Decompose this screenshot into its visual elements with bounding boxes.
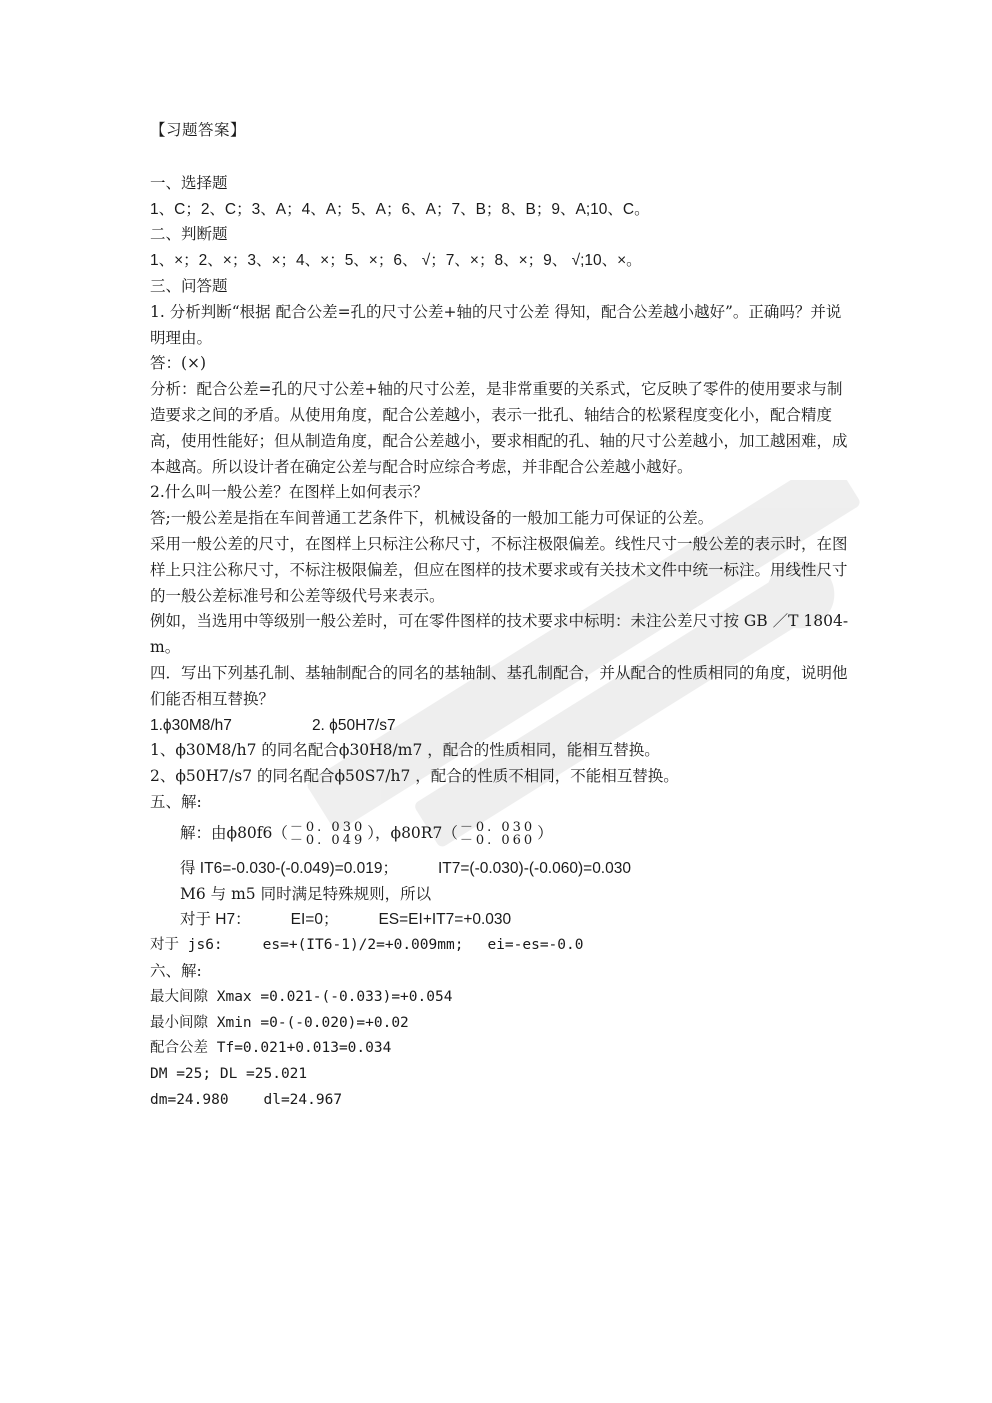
js6-label: 对于 js6: — [150, 937, 223, 954]
tolerance-expression — [150, 816, 850, 852]
answer-2-line-2: 采用一般公差的尺寸，在图样上只标注公称尺寸，不标注极限偏差。线性尺寸一般公差的表示时，在图样上只注公称尺寸，不标注极限偏差，但应在图样的技术要求或有关技术文件中统一标注。用线性尺寸的一般公差标准号和公差等级代号来表示。 — [150, 534, 848, 605]
dm-dl-line: DM =25; DL =25.021 — [150, 1066, 308, 1083]
h7-ei: EI=0； — [290, 911, 339, 929]
answer-1: 答：(×) — [150, 354, 207, 373]
f6-deviation — [290, 821, 365, 847]
xmax-line: 最大间隙 Xmax =0.021-(-0.033)=+0.054 — [150, 988, 453, 1005]
r7-upper: －0. 030 — [459, 819, 536, 835]
js6-ei: ei=-es=-0.0 — [487, 937, 584, 954]
fit-item-1: 1.ϕ30M8/h7 — [150, 716, 232, 734]
answer-2-line-1: 答;一般公差是指在车间普通工艺条件下，机械设备的一般加工能力可保证的公差。 — [150, 509, 714, 528]
js6-line — [150, 933, 850, 959]
section-choice-heading: 一、选择题 — [150, 173, 228, 192]
h7-es: ES=EI+IT7=+0.030 — [378, 911, 512, 929]
rule-line: M6 与 m5 同时满足特殊规则，所以 — [180, 884, 432, 903]
fit-items — [150, 713, 850, 739]
section-solve6-heading: 六、解: — [150, 961, 202, 980]
f6-upper: －0. 030 — [289, 819, 366, 835]
h7-label: 对于 H7： — [180, 911, 251, 929]
r7-lower: －0. 060 — [459, 832, 536, 848]
it-line — [150, 856, 850, 882]
tf-line: 配合公差 Tf=0.021+0.013=0.034 — [150, 1040, 392, 1057]
dm-dl-shaft-line: dm=24.980 dl=24.967 — [150, 1091, 343, 1108]
answer-content — [150, 118, 850, 1114]
section-qa-heading: 三、问答题 — [150, 276, 228, 295]
fit-answer-1: 1、ϕ30M8/h7 的同名配合ϕ30H8/m7 ，配合的性质相同，能相互替换。 — [150, 741, 660, 760]
it6-calc: 得 IT6=-0.030-(-0.049)=0.019； — [180, 859, 398, 877]
sol-close: ） — [537, 823, 553, 842]
fit-answer-2: 2、ϕ50H7/s7 的同名配合ϕ50S7/h7 ，配合的性质不相同，不能相互替换。 — [150, 767, 679, 786]
answer-2-line-3: 例如，当选用中等级别一般公差时，可在零件图样的技术要求中标明：未注公差尺寸按 GB ／T 1804-m。 — [150, 612, 849, 657]
question-1: 1. 分析判断“根据 配合公差=孔的尺寸公差+轴的尺寸公差 得知，配合公差越小越好”。正确吗？并说明理由。 — [150, 302, 842, 347]
section-fit-heading: 四．写出下列基孔制、基轴制配合的同名的基轴制、基孔制配合，并从配合的性质相同的角度，说明他们能否相互替换？ — [150, 663, 848, 708]
fit-item-2: 2. ϕ50H7/s7 — [311, 716, 396, 734]
section-solve5-heading: 五、解: — [150, 792, 202, 811]
sol-prefix: 解：由ϕ80f6（ — [180, 823, 288, 842]
choice-answers: 1、C；2、C；3、A；4、A；5、A；6、A；7、B；8、B；9、A;10、C。 — [150, 200, 650, 218]
js6-es: es=+(IT6-1)/2=+0.009mm; — [262, 937, 464, 954]
analysis-1: 分析：配合公差=孔的尺寸公差+轴的尺寸公差，是非常重要的关系式，它反映了零件的使用要求与制造要求之间的矛盾。从使用角度，配合公差越小，表示一批孔、轴结合的松紧程度变化小，配合精度高，使用性能好；但从制造角度，配合公差越小，要求相配的孔、轴的尺寸公差越小，加工越困难，成本越高。所以设计者在确定公差与配合时应综合考虑，并非配合公差越小越好。 — [150, 380, 848, 476]
doc-title: 【习题答案】 — [150, 121, 247, 139]
h7-line — [150, 907, 850, 933]
judge-answers: 1、×；2、×；3、×；4、×；5、×；6、 √；7、×；8、×；9、 √;10、×。 — [150, 252, 642, 270]
r7-deviation — [460, 821, 535, 847]
it7-calc: IT7=(-0.030)-(-0.060)=0.030 — [437, 859, 631, 877]
f6-lower: －0. 049 — [289, 832, 366, 848]
xmin-line: 最小间隙 Xmin =0-(-0.020)=+0.02 — [150, 1014, 409, 1031]
section-judge-heading: 二、判断题 — [150, 225, 228, 244]
sol-mid: ），ϕ80R7（ — [367, 823, 458, 842]
question-2: 2.什么叫一般公差？在图样上如何表示？ — [150, 483, 429, 502]
